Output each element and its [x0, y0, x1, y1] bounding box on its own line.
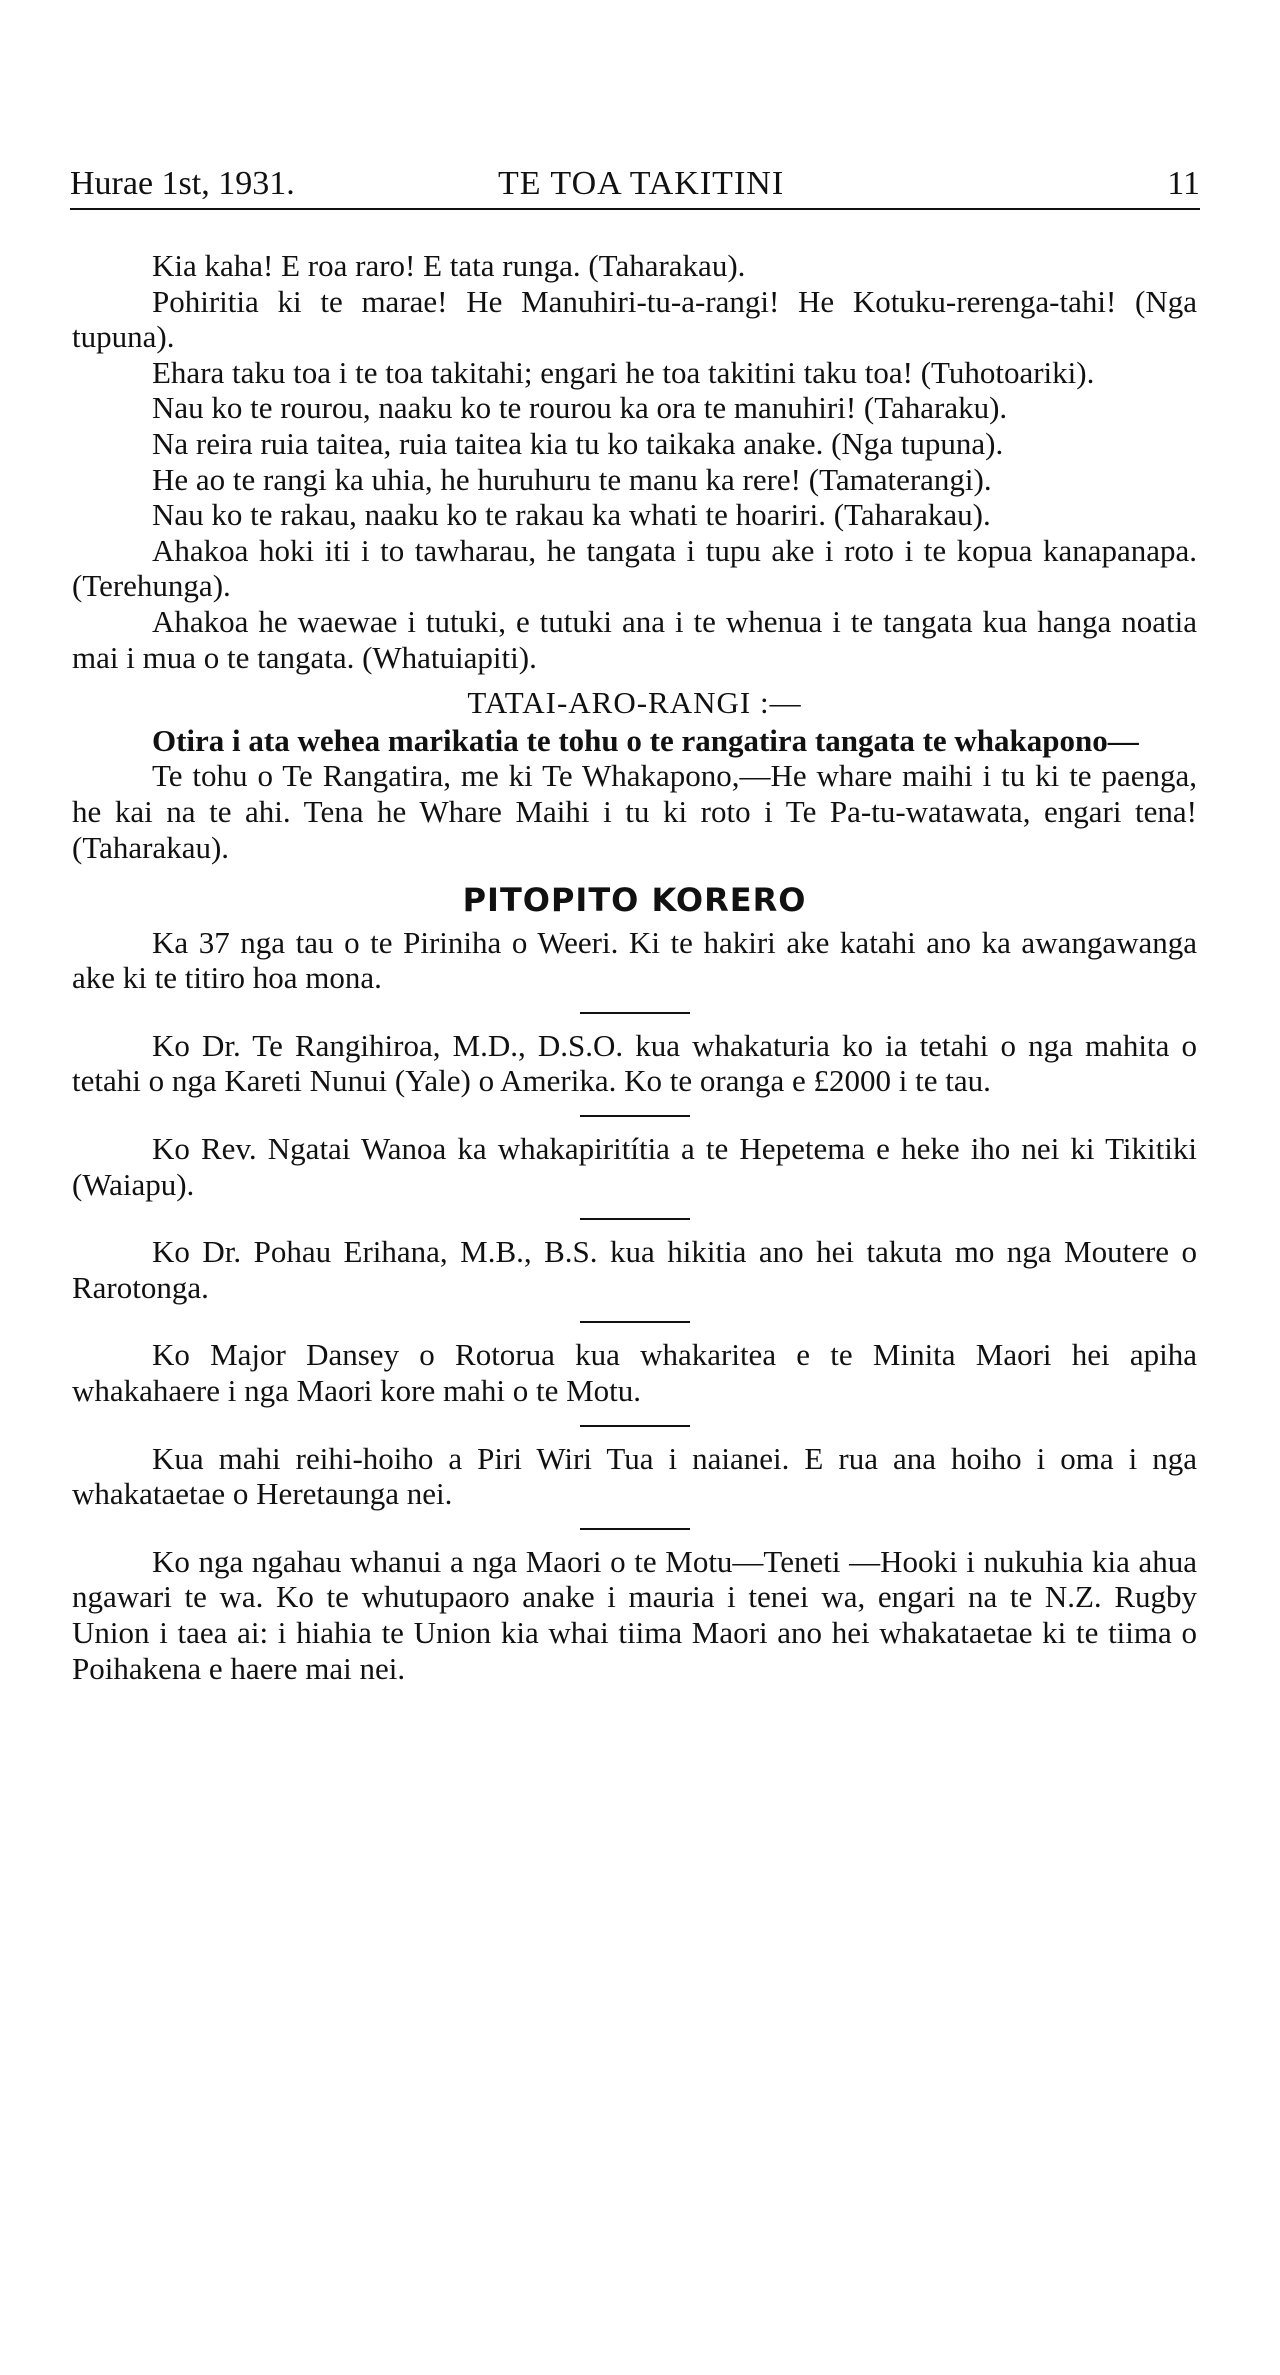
tatai-intro: Otira i ata wehea marikatia te tohu o te rangatira tangata te whakapono—	[152, 722, 1139, 758]
separator-rule	[580, 1425, 690, 1427]
proverb: Ehara taku toa i te toa takitahi; engari he toa takitini taku toa! (Tuhotoariki).	[152, 354, 1095, 390]
separator-rule	[580, 1218, 690, 1220]
news-heading: PITOPITO KORERO	[462, 881, 807, 920]
proverb: Nau ko te rourou, naaku ko te rourou ka ora te manuhiri! (Taharaku).	[152, 390, 1008, 426]
tatai-text: Te tohu o Te Rangatira, me ki Te Whakapono,—He whare maihi i tu ki te paenga, he kai na te ahi. Tena he Whare Maihi i tu ki roto i Te Pa-tu-watawata, engari tena! (Taharakau).	[72, 758, 1197, 865]
proverb: Na reira ruia taitea, ruia taitea kia tu ko taikaka anake. (Nga tupuna).	[152, 425, 1004, 461]
news-item: Ko Major Dansey o Rotorua kua whakaritea e te Minita Maori hei apiha whakahaere i nga Maori kore mahi o te Motu.	[72, 1337, 1197, 1409]
separator-rule	[580, 1321, 690, 1323]
news-item: Ka 37 nga tau o te Piriniha o Weeri. Ki te hakiri ake katahi ano ka awangawanga ake ki te titiro hoa mona.	[72, 924, 1197, 996]
issue-date: Hurae 1st, 1931.	[70, 165, 295, 202]
news-item: Ko Rev. Ngatai Wanoa ka whakapiritítia a te Hepetema e heke iho nei ki Tikitiki (Waiapu).	[72, 1131, 1197, 1202]
tatai-heading: TATAI-ARO-RANGI :—	[467, 685, 802, 721]
news-item: Kua mahi reihi-hoiho a Piri Wiri Tua i naianei. E rua ana hoiho i oma i nga whakataetae o Heretaunga nei.	[72, 1440, 1197, 1512]
separator-rule	[580, 1115, 690, 1117]
news-item: Ko Dr. Te Rangihiroa, M.D., D.S.O. kua whakaturia ko ia tetahi o nga mahita o tetahi o nga Kareti Nunui (Yale) o Amerika. Ko te oranga e £2000 i te tau.	[72, 1027, 1197, 1099]
publication-title: TE TOA TAKITINI	[498, 165, 785, 202]
proverb: Ahakoa he waewae i tutuki, e tutuki ana i te whenua i te tangata kua hanga noatia mai i mua o te tangata. (Whatuiapiti).	[72, 603, 1197, 675]
proverb: Nau ko te rakau, naaku ko te rakau ka whati te hoariri. (Taharakau).	[152, 497, 991, 533]
header-rule	[70, 208, 1200, 210]
news-item: Ko nga ngahau whanui a nga Maori o te Motu—Teneti —Hooki i nukuhia kia ahua ngawari te wa. Ko te whutupaoro anake i mauria i tenei wa, engari na te N.Z. Rugby Union i taea ai: i hiahia te Union kia whai tiima Maori ano hei whakataetae ki te tiima o Poihakena e haere mai nei.	[72, 1543, 1197, 1686]
page-number: 11	[1167, 165, 1200, 202]
news-item: Ko Dr. Pohau Erihana, M.B., B.S. kua hikitia ano hei takuta mo nga Moutere o Rarotonga.	[72, 1234, 1197, 1305]
separator-rule	[580, 1528, 690, 1530]
proverb: Ahakoa hoki iti i to tawharau, he tangata i tupu ake i roto i te kopua kanapanapa. (Terehunga).	[72, 532, 1197, 604]
proverb: He ao te rangi ka uhia, he huruhuru te manu ka rere! (Tamaterangi).	[152, 461, 992, 497]
proverb: Kia kaha! E roa raro! E tata runga. (Taharakau).	[152, 248, 746, 283]
running-header	[70, 165, 1200, 210]
proverb: Pohiritia ki te marae! He Manuhiri-tu-a-rangi! He Kotuku-rerenga-tahi! (Nga tupuna).	[72, 283, 1197, 355]
separator-rule	[580, 1012, 690, 1014]
page-body	[72, 248, 1197, 1686]
